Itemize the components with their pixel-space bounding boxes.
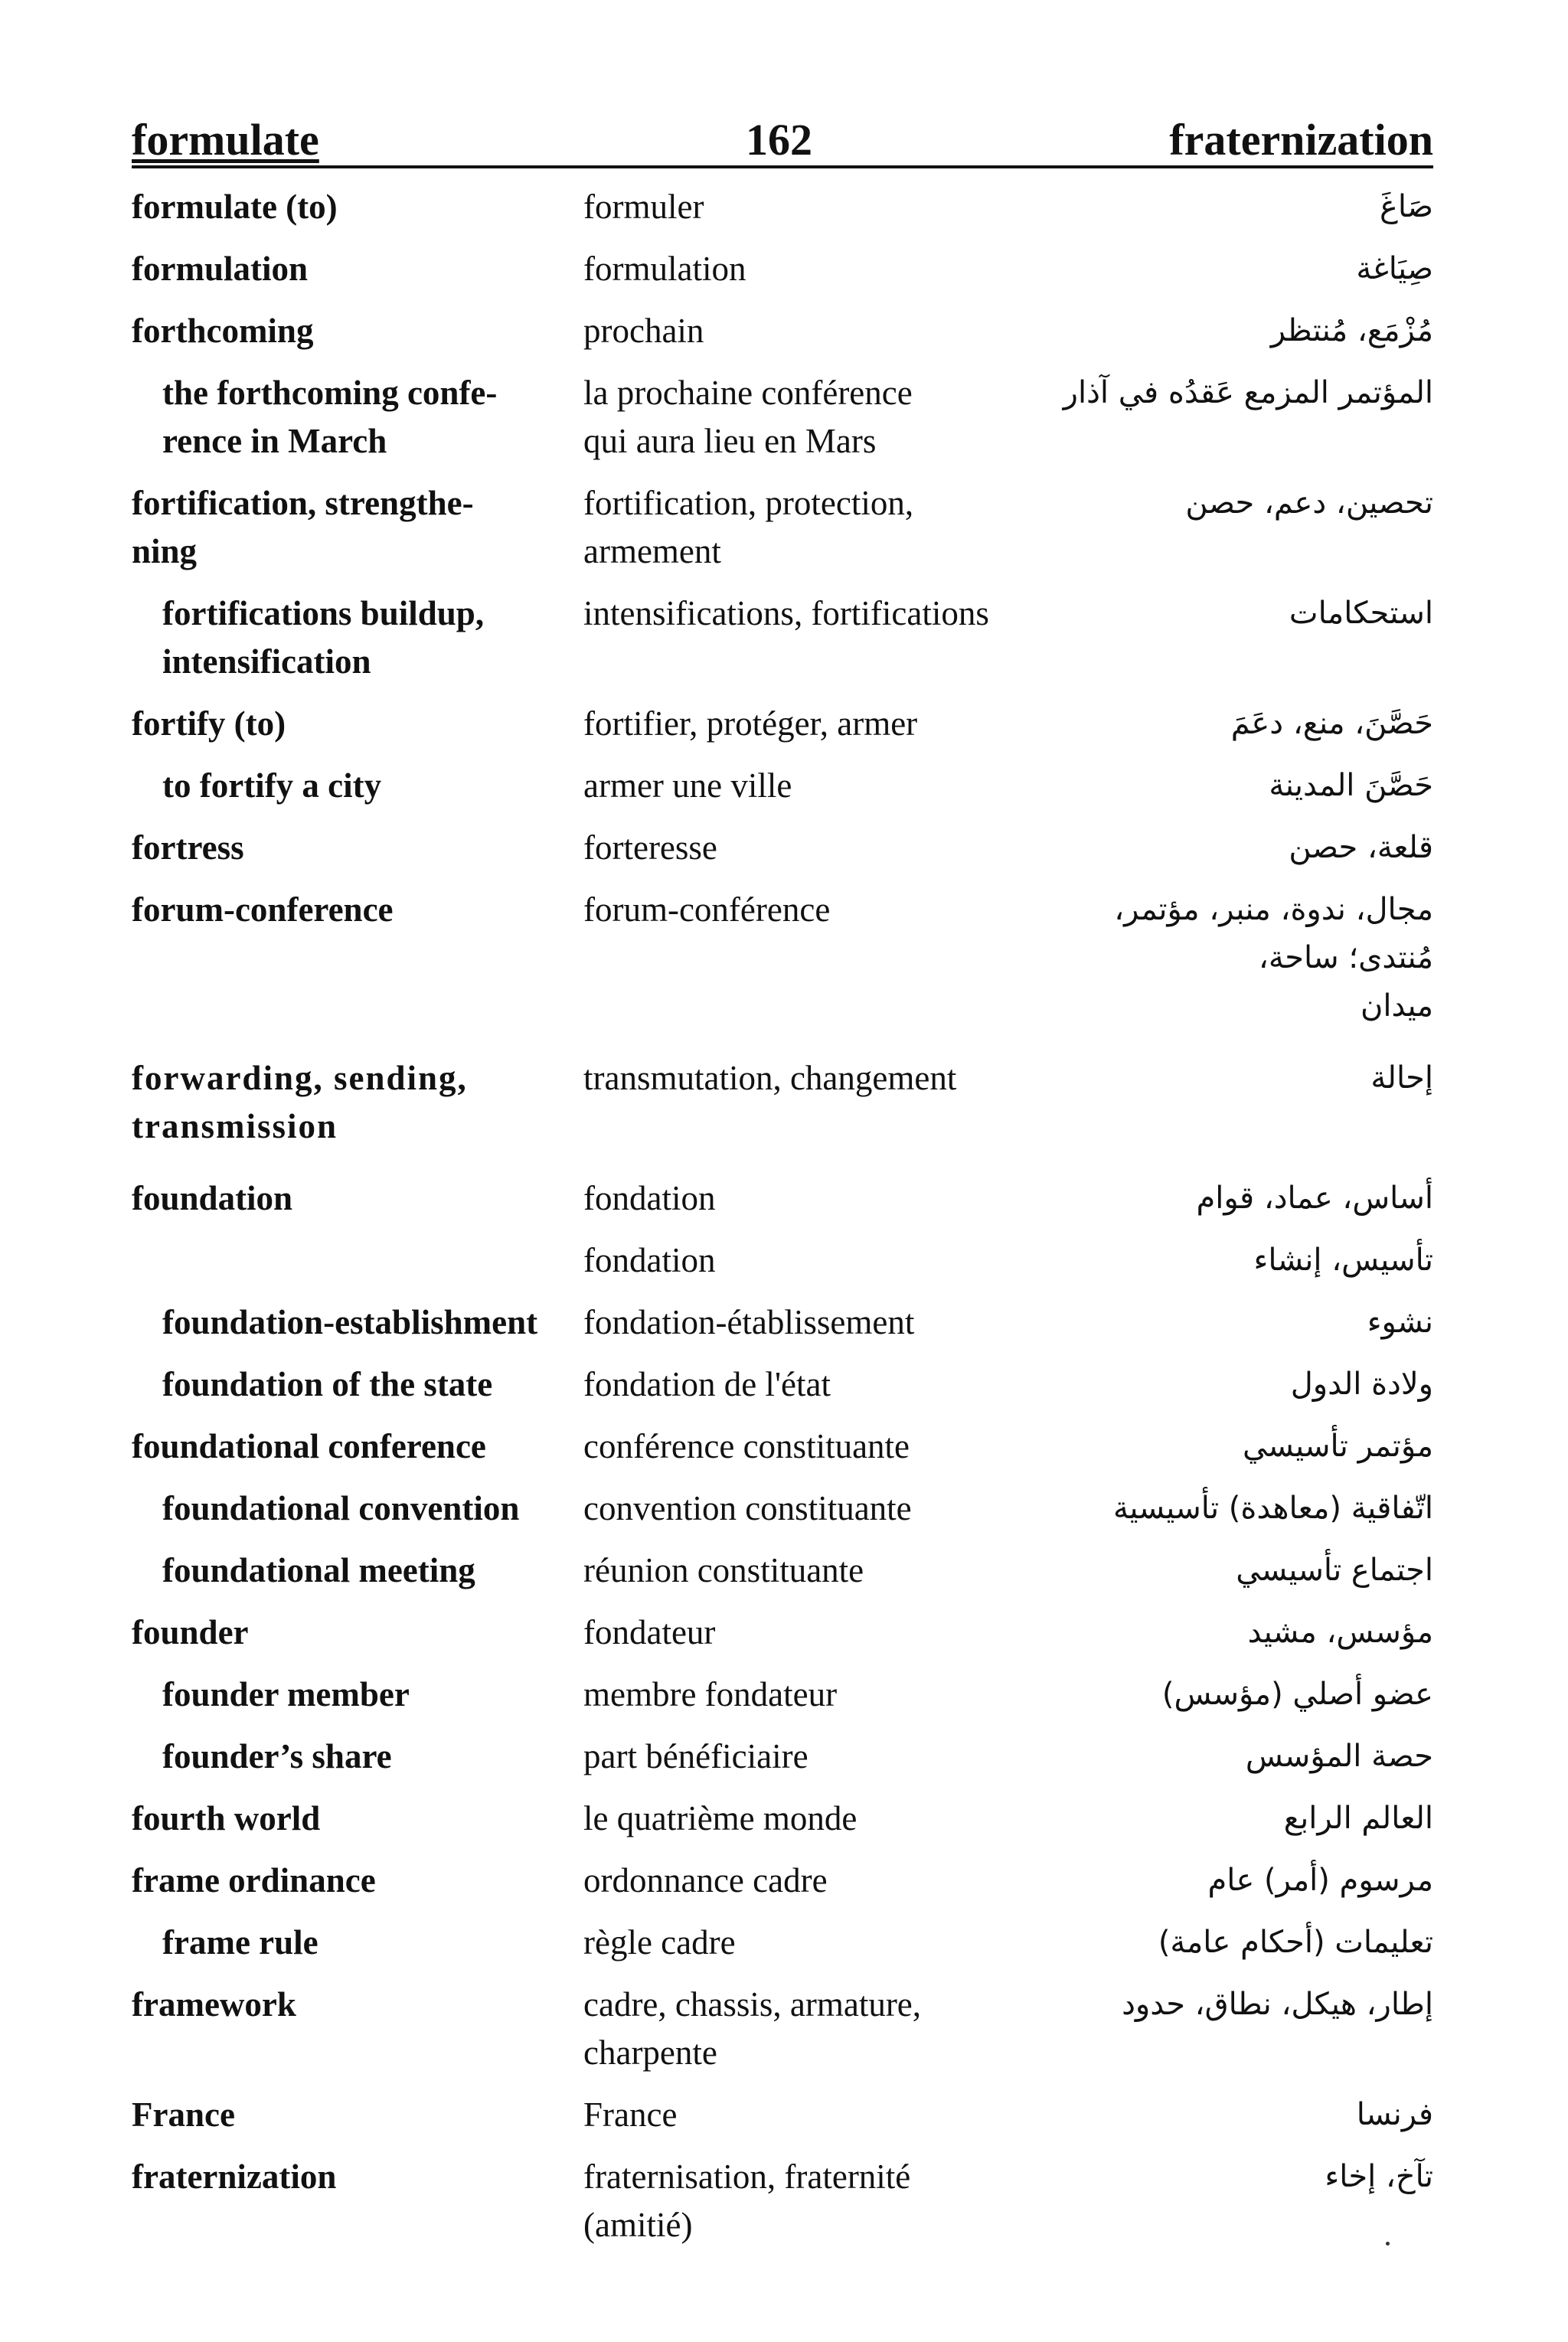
- french-term: formuler: [583, 188, 704, 226]
- arabic-term: فرنسا: [1356, 2097, 1433, 2132]
- french-term: fortifier, protéger, armer: [583, 704, 918, 743]
- entry-row: [132, 1292, 1433, 1354]
- french-term: conférence constituante: [583, 1427, 910, 1465]
- english-term: fortifications buildup, intensification: [162, 594, 485, 681]
- arabic-term: مؤتمر تأسيسي: [1242, 1429, 1433, 1464]
- arabic-term: اتّفاقية (معاهدة) تأسيسية: [1112, 1491, 1433, 1526]
- right-headword: fraternization: [1169, 115, 1433, 165]
- arabic-term: أساس، عماد، قوام: [1196, 1181, 1433, 1216]
- arabic-term: صِيَاغة: [1356, 251, 1433, 286]
- entry-list: [132, 176, 1433, 2256]
- entry-row: [132, 362, 1433, 472]
- french-term: fortification, protection, armement: [583, 484, 914, 570]
- french-term: règle cadre: [583, 1923, 736, 1961]
- arabic-term: تعليمات (أحكام عامة): [1158, 1925, 1433, 1960]
- entry-row: [132, 300, 1433, 362]
- french-term: fondation: [583, 1241, 716, 1279]
- english-term: foundational conference: [132, 1427, 486, 1465]
- entry-row: [132, 1664, 1433, 1726]
- french-term: membre fondateur: [583, 1675, 838, 1713]
- arabic-term: تحصين، دعم، حصن: [1185, 485, 1433, 521]
- french-term: transmutation, changement: [583, 1059, 957, 1097]
- english-term: foundation of the state: [162, 1365, 493, 1403]
- english-term: forthcoming: [132, 312, 314, 350]
- french-term: forteresse: [583, 828, 717, 867]
- french-term: part bénéficiaire: [583, 1737, 808, 1775]
- french-term: fondation de l'état: [583, 1365, 831, 1403]
- arabic-term: المؤتمر المزمع عَقدُه في آذار: [1063, 375, 1433, 410]
- entry-row: [132, 1478, 1433, 1540]
- english-term: fortify (to): [132, 704, 286, 743]
- french-term: fondateur: [583, 1613, 716, 1651]
- french-term: réunion constituante: [583, 1551, 864, 1589]
- entry-row: [132, 238, 1433, 300]
- entry-row: [132, 755, 1433, 817]
- entry-row: [132, 1850, 1433, 1912]
- french-term: la prochaine conférence qui aura lieu en Mars: [583, 374, 913, 460]
- arabic-term: العالم الرابع: [1283, 1801, 1433, 1836]
- arabic-term: عضو أصلي (مؤسس): [1161, 1677, 1433, 1712]
- arabic-term: اجتماع تأسيسي: [1236, 1553, 1433, 1588]
- entry-row: [132, 2084, 1433, 2146]
- arabic-term: إحالة: [1370, 1060, 1433, 1096]
- entry-row: [132, 176, 1433, 238]
- french-term: le quatrième monde: [583, 1799, 858, 1837]
- entry-row: [132, 1354, 1433, 1416]
- entry-row: [132, 1974, 1433, 2084]
- arabic-term: مؤسس، مشيد: [1247, 1615, 1433, 1650]
- english-term: founder: [132, 1613, 249, 1651]
- arabic-term: حَصَّنَ المدينة: [1269, 768, 1433, 803]
- entry-row: [132, 693, 1433, 755]
- arabic-term: قلعة، حصن: [1289, 830, 1433, 865]
- entry-row: [132, 1416, 1433, 1478]
- arabic-term: مُزْمَع، مُنتظر: [1270, 313, 1433, 348]
- dictionary-page: [132, 115, 1433, 2256]
- entry-row: [132, 1602, 1433, 1664]
- english-term: framework: [132, 1985, 296, 2024]
- arabic-term: مرسوم (أمر) عام: [1207, 1863, 1433, 1898]
- entry-row: [132, 2146, 1433, 2256]
- entry-row: [132, 1168, 1433, 1230]
- arabic-term: تآخ، إخاء: [1325, 2159, 1433, 2194]
- french-term: fondation-établissement: [583, 1303, 915, 1341]
- english-term: founder’s share: [162, 1737, 392, 1775]
- entry-row: [132, 1726, 1433, 1788]
- english-term: foundational meeting: [162, 1551, 475, 1589]
- english-term: France: [132, 2095, 235, 2134]
- english-term: fortress: [132, 828, 244, 867]
- english-term: formulation: [132, 250, 308, 288]
- entry-row: [132, 879, 1433, 1047]
- entry-row: [132, 1788, 1433, 1850]
- english-term: founder member: [162, 1675, 410, 1713]
- arabic-term: حصة المؤسس: [1245, 1739, 1433, 1774]
- arabic-term: صَاغَ: [1379, 189, 1433, 224]
- french-term: armer une ville: [583, 766, 792, 805]
- english-term: forum-conference: [132, 890, 394, 929]
- french-term: prochain: [583, 312, 704, 350]
- entry-row: [132, 1230, 1433, 1292]
- arabic-term: مجال، ندوة، منبر، مؤتمر، مُنتدى؛ ساحة، ميدان: [1114, 892, 1433, 1024]
- french-term: forum-conférence: [583, 890, 831, 929]
- english-term: frame ordinance: [132, 1861, 376, 1899]
- page-number: 162: [746, 115, 812, 165]
- arabic-term: تأسيس، إنشاء: [1253, 1243, 1433, 1278]
- french-term: formulation: [583, 250, 746, 288]
- french-term: fondation: [583, 1179, 716, 1217]
- english-term: frame rule: [162, 1923, 318, 1961]
- french-term: fraternisation, fraternité (amitié): [583, 2157, 911, 2244]
- arabic-term: ولادة الدول: [1290, 1367, 1433, 1402]
- entry-row: [132, 1540, 1433, 1602]
- entry-row: [132, 1912, 1433, 1974]
- arabic-term: استحكامات: [1289, 596, 1433, 631]
- arabic-term: إطار، هيكل، نطاق، حدود: [1122, 1987, 1433, 2022]
- arabic-term: حَصَّنَ، منع، دعَمَ: [1230, 706, 1433, 741]
- french-term: intensifications, fortifications: [583, 594, 989, 632]
- left-headword: formulate: [132, 115, 319, 165]
- entry-row: [132, 817, 1433, 879]
- french-term: ordonnance cadre: [583, 1861, 828, 1899]
- page-header: [132, 115, 1433, 168]
- entry-row: [132, 472, 1433, 583]
- french-term: convention constituante: [583, 1489, 912, 1527]
- english-term: formulate (to): [132, 188, 338, 226]
- english-term: foundation: [132, 1179, 293, 1217]
- english-term: to fortify a city: [162, 766, 382, 805]
- french-term: cadre, chassis, armature, charpente: [583, 1985, 922, 2072]
- speck-mark: [1386, 2242, 1390, 2246]
- english-term: foundation-establishment: [162, 1303, 538, 1341]
- english-term: forwarding, sending, transmission: [132, 1059, 468, 1145]
- entry-row: [132, 1047, 1433, 1168]
- english-term: fourth world: [132, 1799, 321, 1837]
- english-term: fraternization: [132, 2157, 337, 2196]
- english-term: foundational convention: [162, 1489, 520, 1527]
- french-term: France: [583, 2095, 678, 2134]
- english-term: the forthcoming confe- rence in March: [162, 374, 498, 460]
- english-term: fortification, strengthe- ning: [132, 484, 474, 570]
- entry-row: [132, 583, 1433, 693]
- arabic-term: نشوء: [1367, 1305, 1433, 1340]
